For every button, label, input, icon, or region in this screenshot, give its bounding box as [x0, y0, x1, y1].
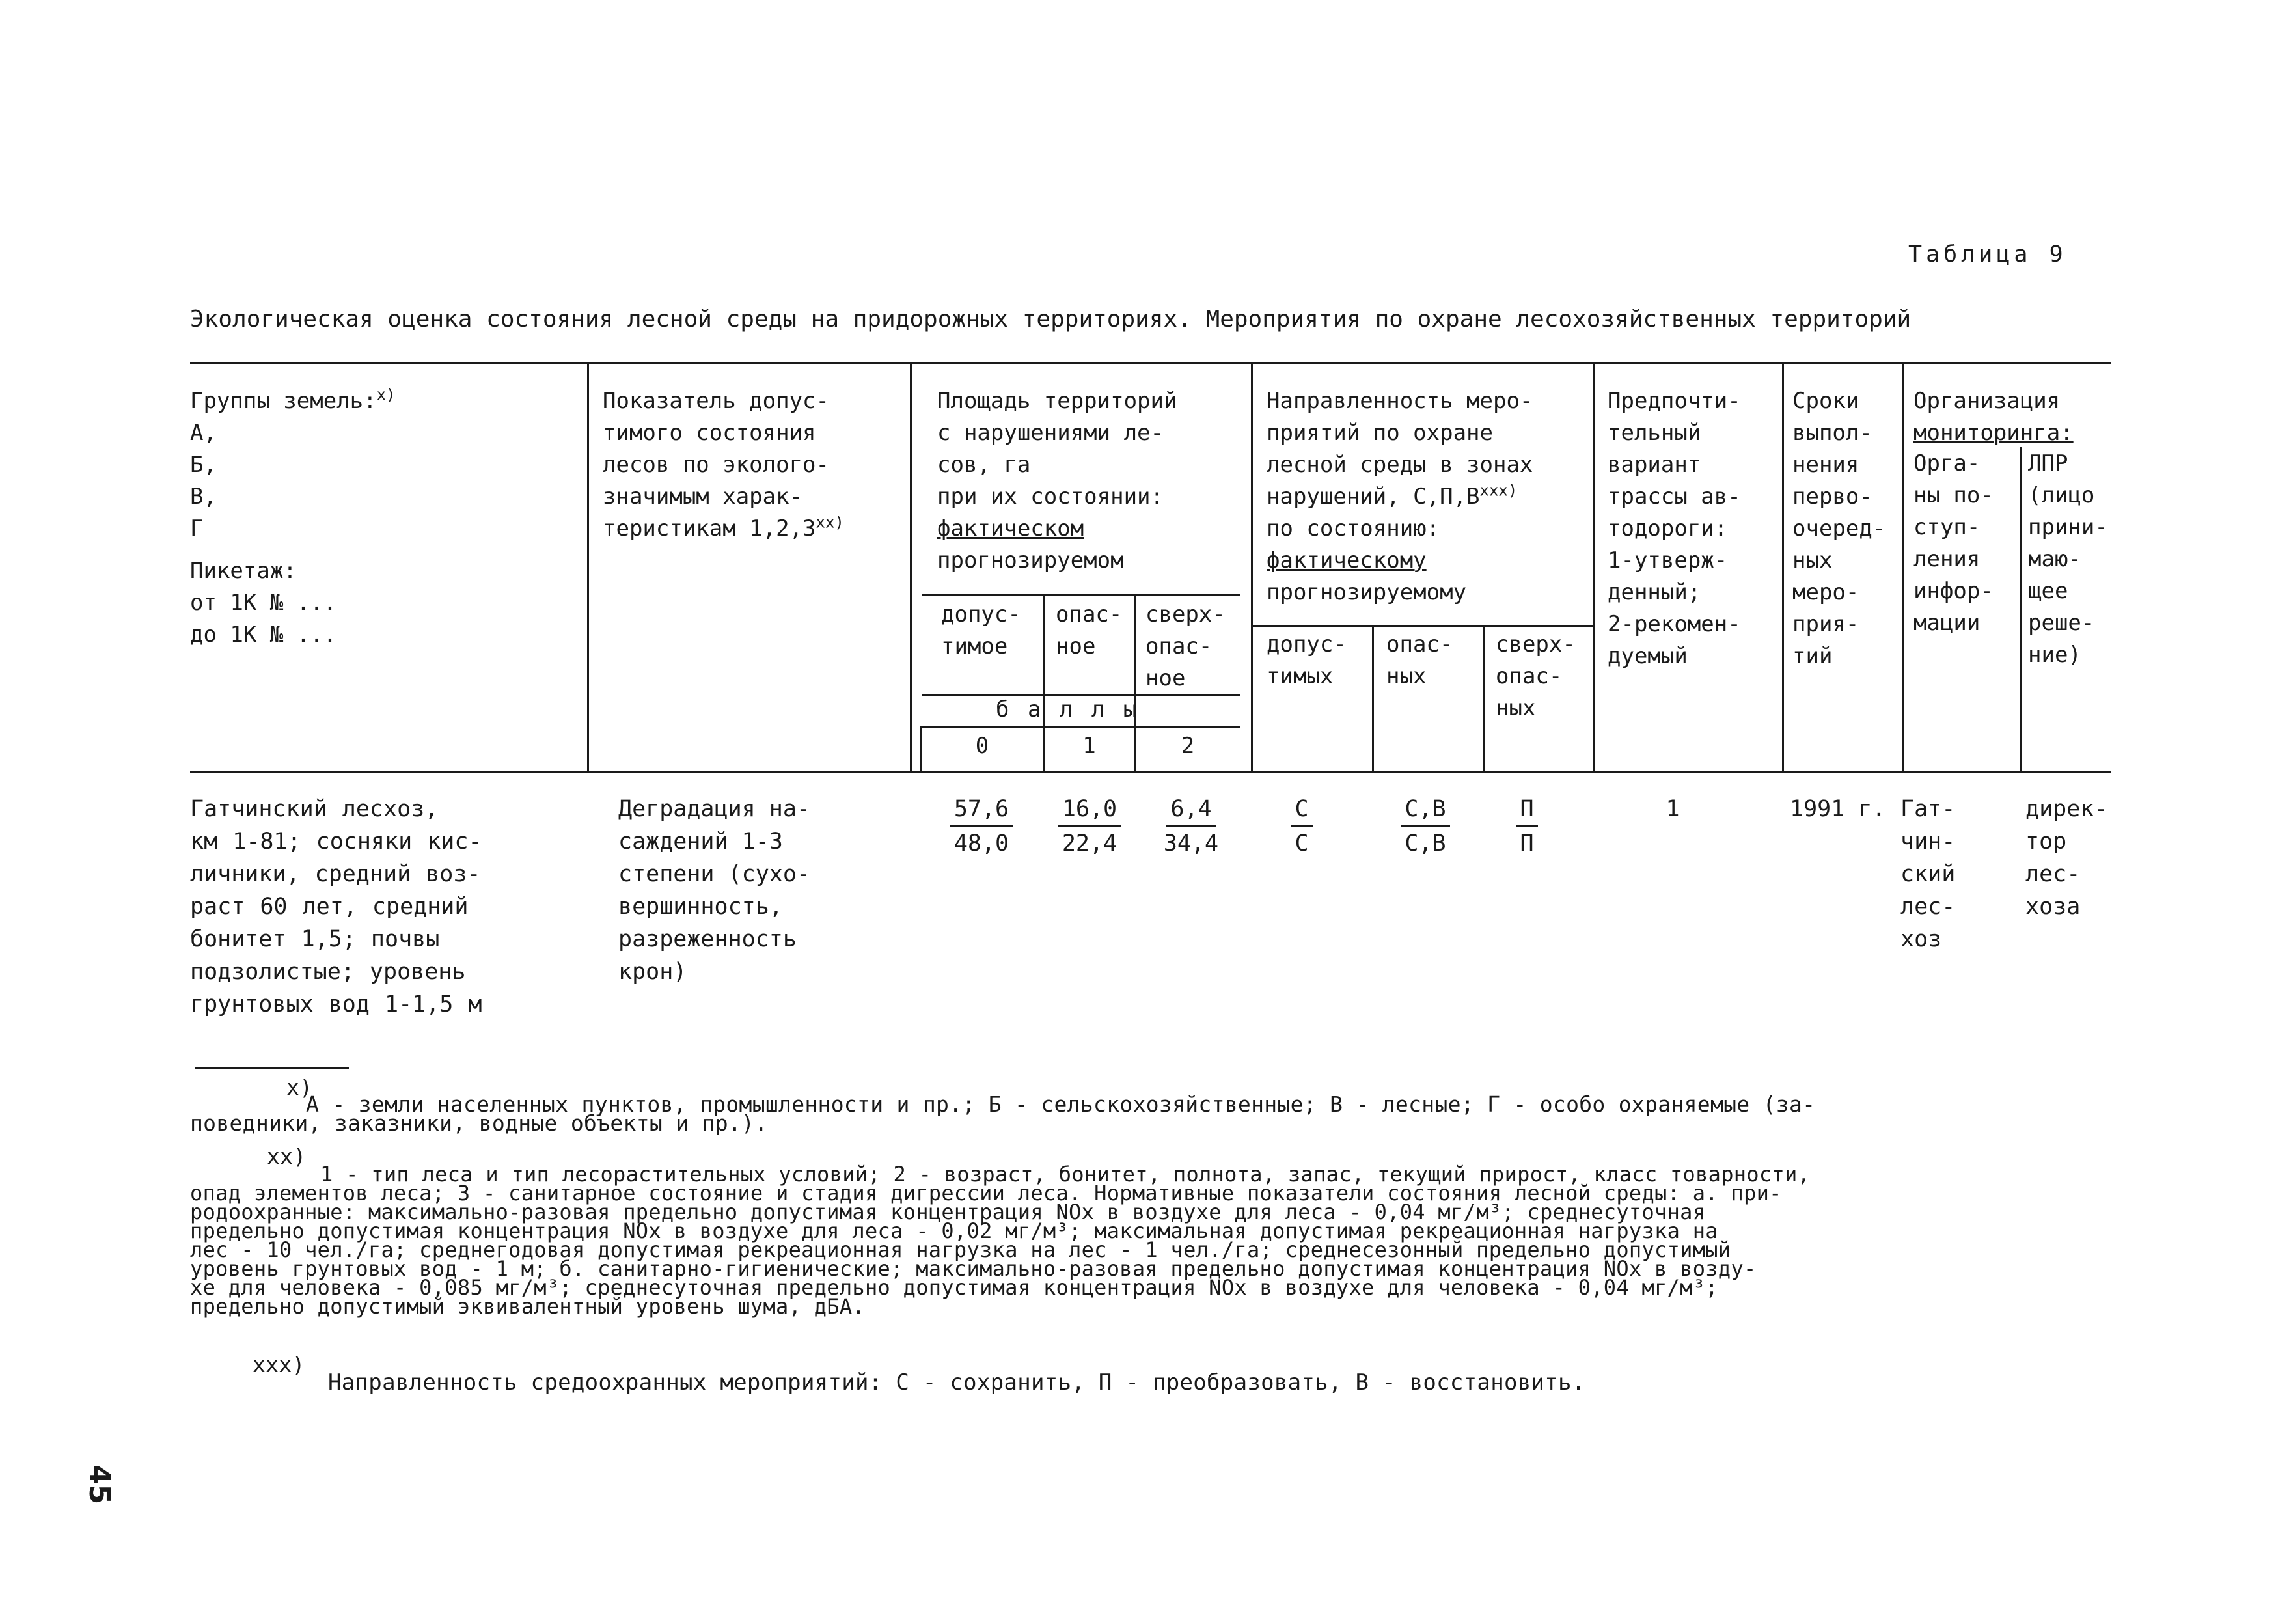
indicator-header: Показатель допус- тимого состояния лесов по эколого- значимым харак- теристикам 1,2,3$^{xx)}$ — [603, 388, 844, 542]
col-divider — [910, 362, 912, 773]
table-top-rule — [190, 362, 2111, 364]
footnote-2-mark: xx) — [267, 1144, 307, 1169]
score-1: 1 — [1082, 733, 1096, 759]
scores-label: б а л л ы — [996, 696, 1140, 723]
footnote-1-mark: x) — [286, 1075, 313, 1100]
col-divider — [1593, 362, 1595, 773]
score-0: 0 — [975, 733, 989, 759]
measure-extreme-value: П П — [1487, 793, 1567, 860]
monitoring-info-bodies: Орга- ны по- ступ- ления инфор- мации — [1913, 450, 1994, 636]
sub-divider — [1372, 625, 1374, 773]
row-decision-maker: дирек- тор лес- хоза — [2025, 796, 2108, 920]
col-divider — [1251, 362, 1253, 773]
measures-sub-extreme: сверх- опас- ных — [1496, 631, 1576, 721]
area-dangerous-value: 16,0 22,4 — [1039, 793, 1140, 860]
area-header: Площадь территорий с нарушениями ле- сов, га при их состоянии: фактическом прогнозируемом — [937, 388, 1177, 573]
table-title: Экологическая оценка состояния лесной среды на придорожных территориях. Мероприятия по охране лесохозяйственных территорий — [190, 306, 1912, 333]
sub-rule — [922, 594, 1240, 596]
monitoring-header: Организация мониторинга: — [1913, 388, 2074, 446]
footnote-3-mark: xxx) — [253, 1352, 305, 1377]
footnote-3: Направленность средоохранных мероприятий: С - сохранить, П - преобразовать, В - восстановить. — [328, 1369, 1585, 1396]
table-header-rule — [190, 771, 2111, 773]
measures-sub-acceptable: допус- тимых — [1267, 631, 1347, 689]
sub-rule — [1251, 625, 1595, 627]
footnote-2: 1 - тип леса и тип лесорастительных условий; 2 - возраст, бонитет, полнота, запас, текущий прирост, класс товарности, опад элементов леса; 3 - санитарное состояние и стадия дигрессии леса. Нормативные показатели состояния лесной среды: а. при- родоохранные: максимально-разовая предельно допустимая концентрация NOx в воздухе для леса - 0,04 мг/м³; среднесуточная предельно допустимая концентрация NOx в воздухе для леса - 0,02 мг/м³; максимальная допустимая рекреационная нагрузка на лес - 10 чел./га; среднегодовая допустимая рекреационная нагрузка на лес - 1 чел./га; среднесезонный предельно допустимый уровень грунтовых вод - 1 м; б. санитарно-гигиенические; максимально-разовая предельно допустимая концентрация NOx в возду- хе для человека - 0,085 мг/м³; среднесуточная предельно допустимая концентрация NOx в воздухе для человека - 0,04 мг/м³; предельно допустимый эквивалентный уровень шума, дБА. — [190, 1162, 1811, 1319]
measures-header: Направленность меро- приятий по охране лесной среды в зонах нарушений, $С,П,В^{xxx)}$ по состоянию: фактическому прогнозируемому — [1267, 388, 1533, 605]
area-extreme-value: 6,4 34,4 — [1140, 793, 1242, 860]
variant-header: Предпочти- тельный вариант трассы ав- тодороги: 1-утверж- денный; 2-рекомен- дуемый — [1608, 388, 1741, 669]
col-divider — [587, 362, 589, 773]
sub-divider — [1483, 625, 1485, 773]
area-sub-acceptable: допус- тимое — [941, 601, 1021, 659]
sub-divider — [2020, 447, 2022, 773]
table-label: Таблица 9 — [1908, 241, 2067, 268]
col-divider — [1782, 362, 1784, 773]
area-sub-dangerous: опас- ное — [1056, 601, 1123, 659]
measure-dangerous-value: С,В С,В — [1375, 793, 1476, 860]
terms-header: Сроки выпол- нения перво- очеред- ных меро- прия- тий — [1792, 388, 1886, 669]
page-number: 45 — [83, 1465, 116, 1505]
scores-rule — [922, 726, 1240, 728]
area-acceptable-value: 57,6 48,0 — [923, 793, 1040, 860]
footnote-rule — [195, 1067, 349, 1069]
measure-acceptable-value: С С — [1260, 793, 1343, 860]
groups-header: Группы земель:$^{x)}$ А, Б, В, Г Пикетаж: от 1К № ... до 1К № ... — [190, 385, 396, 648]
row-object: Гатчинский лесхоз, км 1-81; сосняки кис- личники, средний воз- раст 60 лет, средний бонитет 1,5; почвы подзолистые; уровень грунтовых вод 1-1,5 м — [190, 796, 482, 1017]
row-term: 1991 г. — [1790, 796, 1886, 822]
row-indicator: Деградация на- саждений 1-3 степени (сухо- вершинность, разреженность крон) — [618, 796, 811, 985]
measures-sub-dangerous: опас- ных — [1386, 631, 1453, 689]
row-variant: 1 — [1665, 796, 1680, 822]
area-sub-extreme: сверх- опас- ное — [1145, 601, 1226, 691]
footnote-1: А - земли населенных пунктов, промышленности и пр.; Б - сельскохозяйственные; В - лесные; Г - особо охраняемые (за- поведники, заказники, водные объекты и пр.). — [190, 1092, 1816, 1136]
col-divider — [1902, 362, 1904, 773]
row-info-body: Гат- чин- ский лес- хоз — [1900, 796, 1956, 952]
monitoring-decision-maker: ЛПР (лицо прини- маю- щее реше- ние) — [2028, 450, 2108, 668]
score-2: 2 — [1181, 733, 1195, 759]
